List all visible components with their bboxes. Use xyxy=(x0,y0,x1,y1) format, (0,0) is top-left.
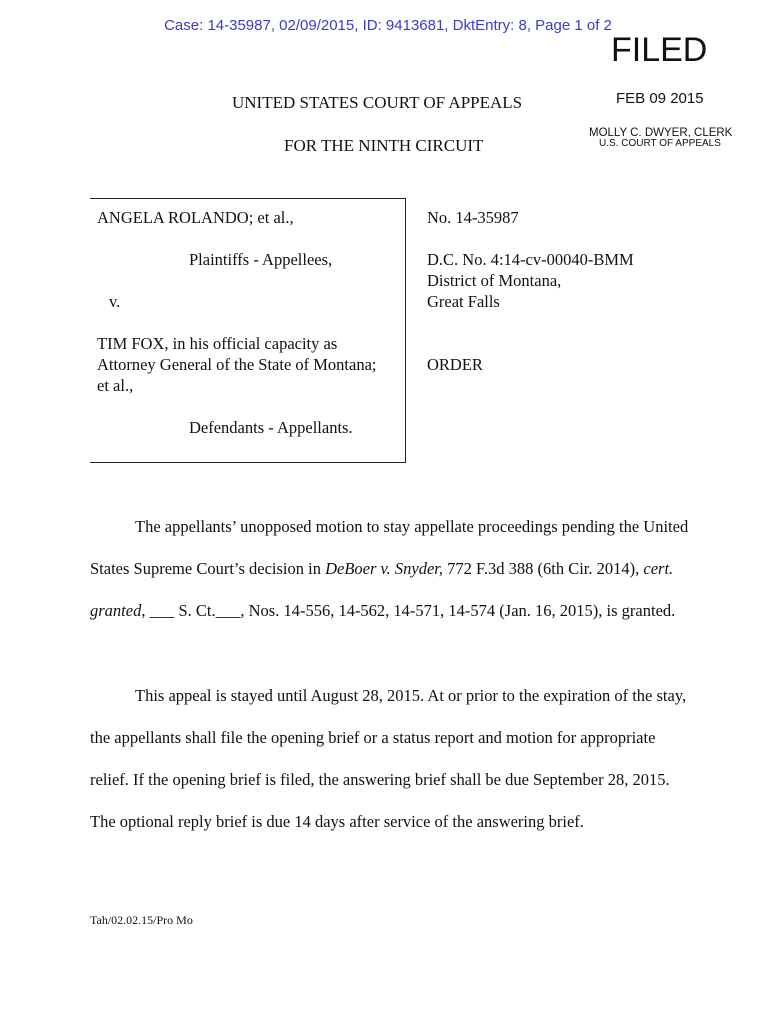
p1-case-citation: DeBoer v. Snyder, xyxy=(325,559,444,578)
plaintiffs-role: Plaintiffs - Appellees, xyxy=(189,250,333,269)
order-paragraph-1 xyxy=(90,506,690,632)
circuit-name: FOR THE NINTH CIRCUIT xyxy=(284,136,484,155)
versus-label: v. xyxy=(109,292,121,311)
defendants-name-line3: et al., xyxy=(97,376,134,395)
district-court-number: D.C. No. 4:14-cv-00040-BMM xyxy=(427,250,634,269)
plaintiffs-name: ANGELA ROLANDO; et al., xyxy=(97,208,294,227)
defendants-name-line1: TIM FOX, in his official capacity as xyxy=(97,334,338,353)
document-type: ORDER xyxy=(427,355,483,374)
case-number: No. 14-35987 xyxy=(427,208,519,227)
p1-cert-granted: cert. granted xyxy=(90,559,674,620)
case-header-stamp: Case: 14-35987, 02/09/2015, ID: 9413681, DktEntry: 8, Page 1 of 2 xyxy=(164,17,612,34)
order-paragraph-2 xyxy=(90,675,690,843)
p1-text-c: , ___ S. Ct.___, Nos. 14-556, 14-562, 14-571, 14-574 (Jan. 16, 2015), is granted. xyxy=(141,601,676,620)
court-name: UNITED STATES COURT OF APPEALS xyxy=(232,93,523,112)
p1-text-a: The appellants’ unopposed motion to stay appellate proceedings pending the United States Supreme Court’s decision in xyxy=(90,517,689,578)
filed-date: FEB 09 2015 xyxy=(616,90,704,107)
clerk-office: U.S. COURT OF APPEALS xyxy=(599,138,721,149)
defendants-name-line2: Attorney General of the State of Montana; xyxy=(97,355,377,374)
footer-initials: Tah/02.02.15/Pro Mo xyxy=(90,913,193,927)
p1-text-b: 772 F.3d 388 (6th Cir. 2014), xyxy=(443,559,644,578)
district-name: District of Montana, xyxy=(427,271,562,290)
district-division: Great Falls xyxy=(427,292,500,311)
defendants-role: Defendants - Appellants. xyxy=(189,418,353,437)
clerk-name: MOLLY C. DWYER, CLERK xyxy=(589,127,733,139)
p2-text: This appeal is stayed until August 28, 2015. At or prior to the expiration of the stay, the appellants shall file the opening brief or a status report and motion for appropriate relief. If the opening brief is filed, the answering brief shall be due September 28, 2015. The optional reply brief is due 14 days after service of the answering brief. xyxy=(90,686,687,831)
filed-stamp-label: FILED xyxy=(611,31,708,69)
